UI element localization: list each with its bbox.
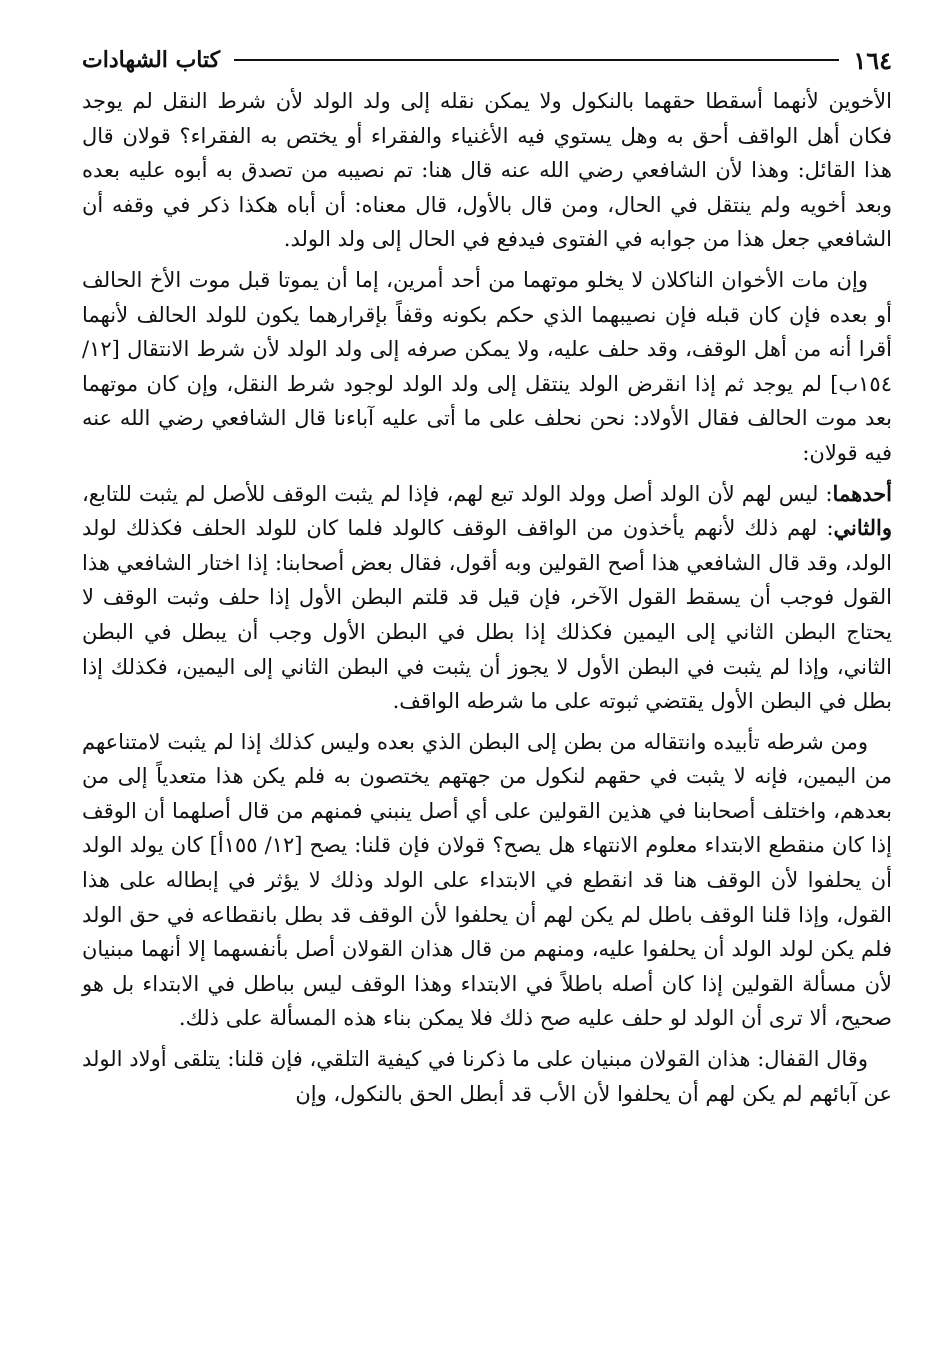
header-divider: [234, 59, 839, 61]
term-first: أحدهما: [832, 480, 892, 506]
page-header: [82, 40, 892, 80]
term-second: والثاني: [833, 515, 892, 541]
paragraph: [82, 1042, 892, 1111]
paragraph-text: ومن شرطه تأبيده وانتقاله من بطن إلى البطن الذي بعده وليس كذلك إذا لم يثبت لامتناعهم من اليمين، فإنه لا يثبت في حقهم لنكول من جهتهم يختصون به فلم يكن هذا متعدياً إلى من بعدهم، واختلف أصحابنا في هذين القولين على أي أصل ينبني فمنهم من قال أصلهما أن الوقف إذا كان منقطع الابتداء معلوم الانتهاء هل يصح؟ قولان فإن قلنا: يصح [١٢/ ١٥٥أ] كان يولد الولد أن يحلفوا لأن الوقف هنا قد انقطع في الابتداء على الولد وذلك لا يؤثر في إبطاله على هذا القول، وإذا قلنا الوقف باطل لم يكن لهم أن يحلفوا لأن الوقف قد بطل بانقطاعه في حق الولد فلم يكن لولد الولد أن يحلفوا عليه، ومنهم من قال هذان القولان أصل بأنفسهما إلا أنهما مبنيان لأن مسألة القولين إذا كان أصله باطلاً في الابتداء وهذا الوقف ليس بباطل في الابتداء بل هو صحيح، ألا ترى أن الولد لو حلف عليه صح ذلك فلا يمكن بناء هذه المسألة على ذلك.: [82, 729, 892, 1031]
document-page: [82, 40, 892, 1360]
page-number: ١٦٤: [853, 45, 892, 75]
paragraph-text: الأخوين لأنهما أسقطا حقهما بالنكول ولا يمكن نقله إلى ولد الولد لأن شرط النقل لم يوجد فكان أهل الواقف أحق به وهل يستوي فيه الأغنياء والفقراء أو يختص به الفقراء؟ قولان قال هذا القائل: وهذا لأن الشافعي رضي الله عنه قال هنا: تم نصيبه من تصدق به أبوه عليه بعده وبعد أخويه ولم ينتقل في الحال، ومن قال بالأول، قال معناه: أن أباه هكذا ذكر في وقفه أن الشافعي جعل هذا من جوابه في الفتوى فيدفع في الحال إلى ولد الولد.: [82, 89, 892, 252]
paragraph-text: وقال القفال: هذان القولان مبنيان على ما ذكرنا في كيفية التلقي، فإن قلنا: يتلقى أولاد الولد عن آبائهم لم يكن لهم أن يحلفوا لأن الأب قد أبطل الحق بالنكول، وإن: [82, 1047, 892, 1106]
book-title: كتاب الشهادات: [82, 47, 221, 73]
paragraph-text: وإن مات الأخوان الناكلان لا يخلو موتهما من أحد أمرين، إما أن يموتا قبل موت الأخ الحالف أو بعده فإن كان قبله فإن نصيبهما الذي حكم بكونه وقفاً بإقرارهما يكون للولد الحالف لأنهما أقرا أنه من أهل الوقف، وقد حلف عليه، ولا يمكن صرفه إلى ولد الولد لأن شرط الانتقال [١٢/ ١٥٤ب] لم يوجد ثم إذا انقرض الولد ينتقل إلى ولد الولد لوجود شرط النقل، وإن كان موتهما بعد موت الحالف فقال الأولاد: نحن نحلف على ما أتى عليه آباءنا قال الشافعي رضي الله عنه فيه قولان:: [82, 267, 892, 465]
paragraph: [82, 263, 892, 471]
paragraph-text: : ليس لهم لأن الولد أصل وولد الولد تبع لهم، فإذا لم يثبت الوقف للأصل لم يثبت للتابع،: [82, 481, 833, 506]
page-body: [82, 84, 892, 1111]
paragraph-text: : لهم ذلك لأنهم يأخذون من الواقف الوقف كالولد فلما كان للولد الحلف فكذلك لولد الولد، وقد قال الشافعي هذا أصح القولين وبه أقول، فقال بعض أصحابنا: إذا اختار الشافعي هذا القول فوجب أن يسقط القول الآخر، فإن قيل قد قلتم البطن الأول إذا حلف وثبت الوقف لا يحتاج البطن الثاني إلى اليمين فكذلك إذا بطل في البطن الأول وجب أن يبطل في البطن الثاني، وإذا لم يثبت في البطن الأول لا يجوز أن يثبت في البطن الثاني إلى اليمين، فكذلك إذا بطل في البطن الأول يقتضي ثبوته على ما شرطه الواقف.: [82, 516, 892, 714]
paragraph: [82, 84, 892, 257]
paragraph: [82, 477, 892, 719]
paragraph: [82, 725, 892, 1036]
